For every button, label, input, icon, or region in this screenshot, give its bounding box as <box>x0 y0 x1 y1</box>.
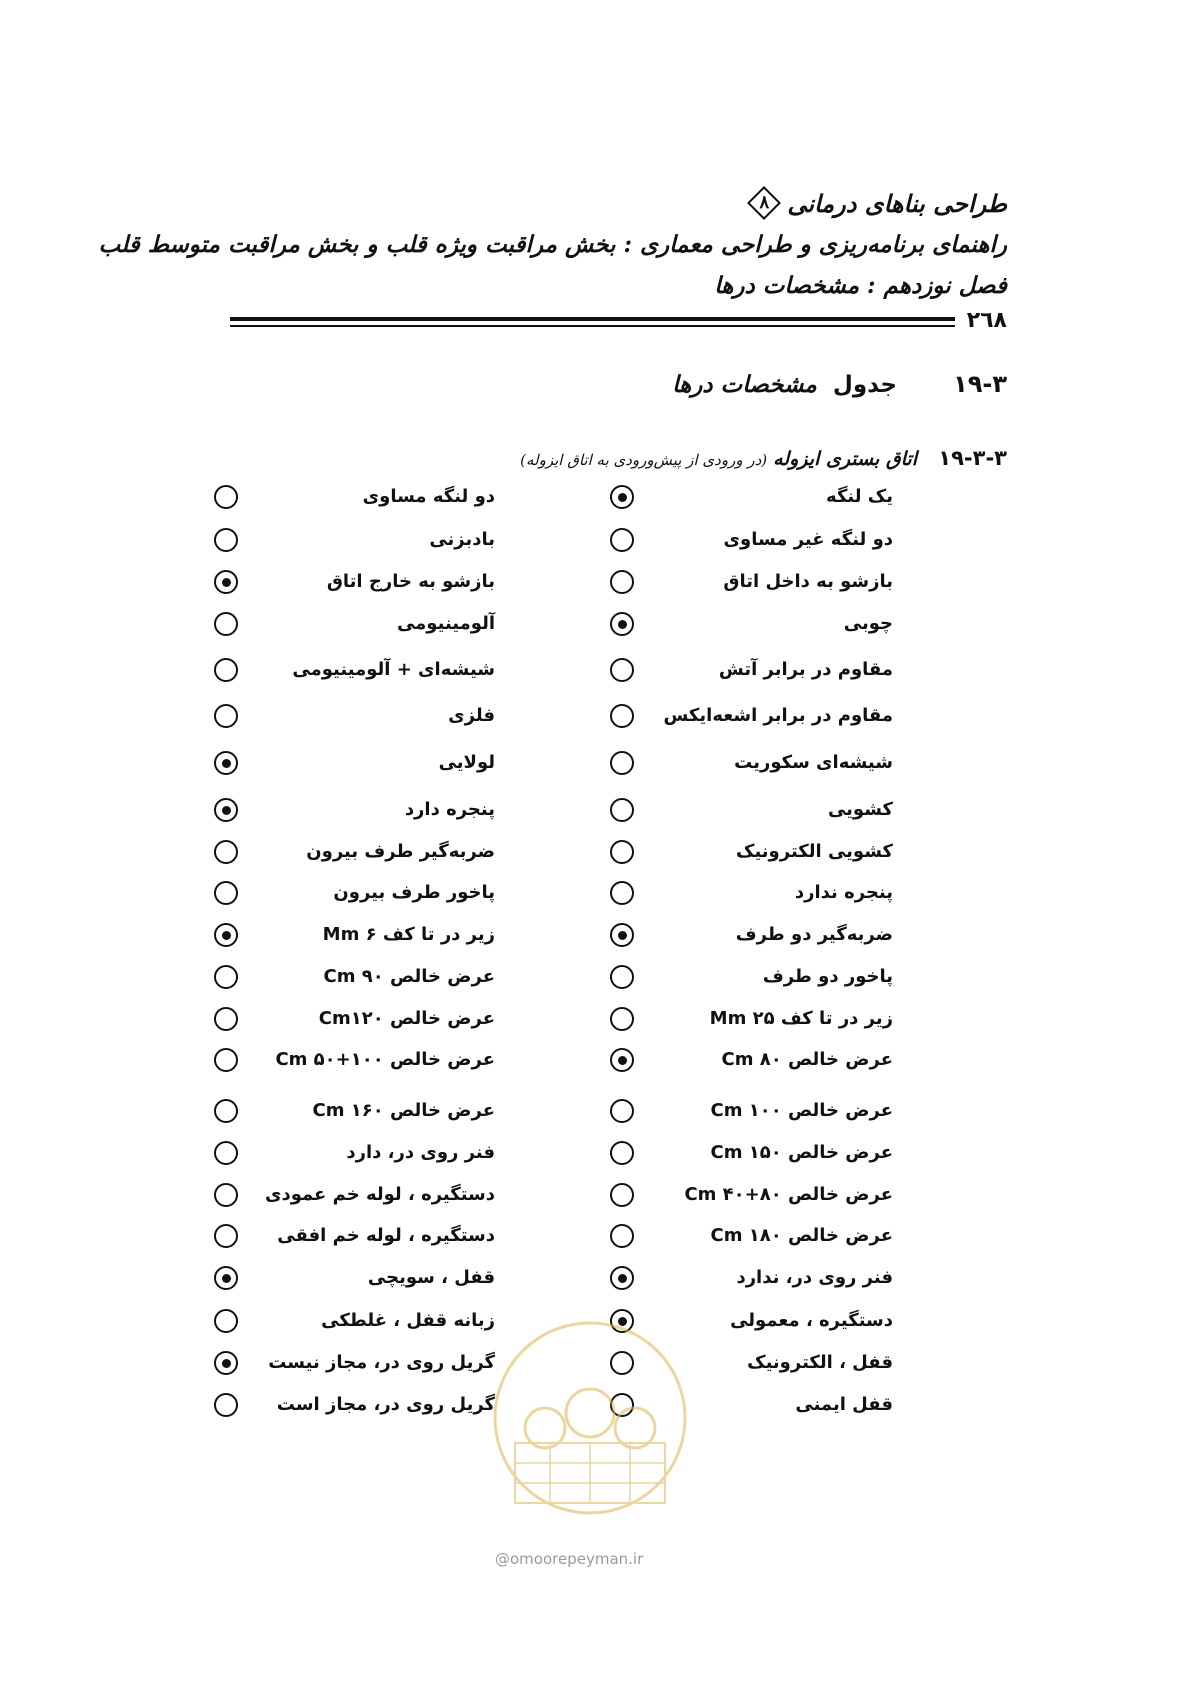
radio-unselected[interactable] <box>214 1099 238 1123</box>
section-title <box>672 371 897 398</box>
radio-unselected[interactable] <box>214 1141 238 1165</box>
option-label: مقاوم در برابر آتش <box>718 659 893 680</box>
option-label: دستگیره ، لوله خم عمودی <box>264 1184 495 1205</box>
option-label: دو لنگه مساوی <box>362 486 495 507</box>
option-row-left <box>0 567 1190 597</box>
option-row-left <box>0 748 1190 778</box>
chapter-title: فصل نوزدهم : مشخصات درها <box>714 272 1007 299</box>
option-label: عرض خالص Cm ۴۰+۸۰ <box>684 1184 893 1205</box>
radio-unselected[interactable] <box>214 1393 238 1417</box>
option-label: پاخور دو طرف <box>762 966 893 987</box>
option-row-left <box>0 1096 1190 1126</box>
option-row-left <box>0 1004 1190 1034</box>
option-label: قفل ، سویچی <box>367 1267 495 1288</box>
option-label: گریل روی در، مجاز است <box>276 1394 495 1415</box>
option-row-left <box>0 701 1190 731</box>
radio-unselected[interactable] <box>214 1048 238 1072</box>
option-row-left <box>0 920 1190 950</box>
option-label: چوبی <box>843 613 893 634</box>
section-number: ۱۹-۳ <box>953 370 1007 398</box>
option-label: ضربه‌گیر طرف بیرون <box>306 841 495 862</box>
option-row-left <box>0 962 1190 992</box>
radio-selected[interactable] <box>214 1266 238 1290</box>
radio-dot-icon <box>222 578 231 587</box>
volume-number: ۸ <box>759 192 770 213</box>
option-label: یک لنگه <box>826 486 893 507</box>
option-label: دو لنگه غیر مساوی <box>723 529 893 550</box>
option-label: پنجره دارد <box>404 799 495 820</box>
radio-selected[interactable] <box>214 923 238 947</box>
option-label: فنر روی در، دارد <box>346 1142 495 1163</box>
watermark-logo <box>490 1308 690 1528</box>
option-label: پاخور طرف بیرون <box>333 882 495 903</box>
option-label: فلزی <box>448 705 495 726</box>
option-row-left <box>0 1180 1190 1210</box>
option-label: عرض خالص Cm ۸۰ <box>721 1049 893 1070</box>
option-row-left <box>0 1045 1190 1075</box>
radio-unselected[interactable] <box>214 1007 238 1031</box>
radio-dot-icon <box>222 1359 231 1368</box>
option-label: دستگیره ، معمولی <box>730 1310 893 1331</box>
radio-unselected[interactable] <box>214 528 238 552</box>
option-label: عرض خالص Cm۱۲۰ <box>318 1008 495 1029</box>
option-label: قفل ایمنی <box>795 1394 893 1415</box>
option-label: آلومینیومی <box>396 613 495 634</box>
option-label: قفل ، الکترونیک <box>747 1352 893 1373</box>
radio-dot-icon <box>222 931 231 940</box>
option-label: زیر در تا کف Mm ۲۵ <box>709 1008 893 1029</box>
option-label: شیشه‌ای + آلومینیومی <box>292 659 495 680</box>
radio-unselected[interactable] <box>214 1309 238 1333</box>
radio-unselected[interactable] <box>214 1183 238 1207</box>
option-row-left <box>0 795 1190 825</box>
option-row-left <box>0 655 1190 685</box>
option-label: زیر در تا کف Mm ۶ <box>322 924 495 945</box>
section-title-prefix: جدول <box>832 372 897 398</box>
subsection-title: اتاق بستری ایزوله <box>773 448 917 470</box>
watermark-site: @omoorepeyman.ir <box>495 1550 644 1568</box>
radio-dot-icon <box>222 806 231 815</box>
option-label: شیشه‌ای سکوریت <box>734 752 893 773</box>
option-label: کشویی الکترونیک <box>736 841 893 862</box>
option-label: بادبزنی <box>429 529 495 550</box>
option-label: کشویی <box>827 799 893 820</box>
option-label: مقاوم در برابر اشعه‌ایکس <box>663 705 893 726</box>
option-label: زبانه قفل ، غلطکی <box>321 1310 495 1331</box>
option-row-left <box>0 525 1190 555</box>
subsection-number: ۱۹-۳-۳ <box>938 446 1007 470</box>
option-label: لولایی <box>438 752 495 773</box>
section-title-text: مشخصات درها <box>672 371 817 398</box>
book-title-text: طراحی بناهای درمانی <box>787 188 1007 218</box>
option-row-left <box>0 1221 1190 1251</box>
header-rule-thick <box>230 317 955 321</box>
option-label: بازشو به خارج اتاق <box>326 571 495 592</box>
subsection-heading <box>520 446 1007 470</box>
option-row-left <box>0 482 1190 512</box>
option-label: فنر روی در، ندارد <box>736 1267 893 1288</box>
option-label: بازشو به داخل اتاق <box>723 571 893 592</box>
radio-dot-icon <box>222 1274 231 1283</box>
radio-unselected[interactable] <box>214 658 238 682</box>
radio-unselected[interactable] <box>214 840 238 864</box>
option-row-left <box>0 837 1190 867</box>
radio-dot-icon <box>222 759 231 768</box>
option-label: عرض خالص Cm ۱۸۰ <box>710 1225 893 1246</box>
radio-unselected[interactable] <box>214 881 238 905</box>
option-row-left <box>0 1263 1190 1293</box>
radio-selected[interactable] <box>214 570 238 594</box>
book-title <box>745 184 1007 222</box>
radio-selected[interactable] <box>214 1351 238 1375</box>
header-rule-thin <box>230 325 955 327</box>
radio-unselected[interactable] <box>214 612 238 636</box>
option-label: عرض خالص Cm ۵۰+۱۰۰ <box>275 1049 495 1070</box>
radio-selected[interactable] <box>214 798 238 822</box>
section-heading <box>672 370 1007 398</box>
radio-unselected[interactable] <box>214 965 238 989</box>
option-label: عرض خالص Cm ۹۰ <box>323 966 495 987</box>
option-label: دستگیره ، لوله خم افقی <box>277 1225 495 1246</box>
option-row-left <box>0 878 1190 908</box>
option-label: عرض خالص Cm ۱۰۰ <box>710 1100 893 1121</box>
option-label: عرض خالص Cm ۱۵۰ <box>710 1142 893 1163</box>
volume-diamond-icon <box>745 184 783 222</box>
subsection-subtitle: (در ورودی از پیش‌ورودی به اتاق ایزوله) <box>520 451 768 469</box>
option-row-left <box>0 1138 1190 1168</box>
radio-unselected[interactable] <box>214 704 238 728</box>
radio-unselected[interactable] <box>214 1224 238 1248</box>
option-label: پنجره ندارد <box>794 882 893 903</box>
option-row-left <box>0 609 1190 639</box>
radio-unselected[interactable] <box>214 485 238 509</box>
page-number: ۲٦۸ <box>966 308 1007 333</box>
option-label: گریل روی در، مجاز نیست <box>268 1352 495 1373</box>
radio-selected[interactable] <box>214 751 238 775</box>
option-label: عرض خالص Cm ۱۶۰ <box>312 1100 495 1121</box>
guide-title: راهنمای برنامه‌ریزی و طراحی معماری : بخش مراقبت ویژه قلب و بخش مراقبت متوسط قلب <box>98 231 1007 258</box>
option-label: ضربه‌گیر دو طرف <box>735 924 893 945</box>
